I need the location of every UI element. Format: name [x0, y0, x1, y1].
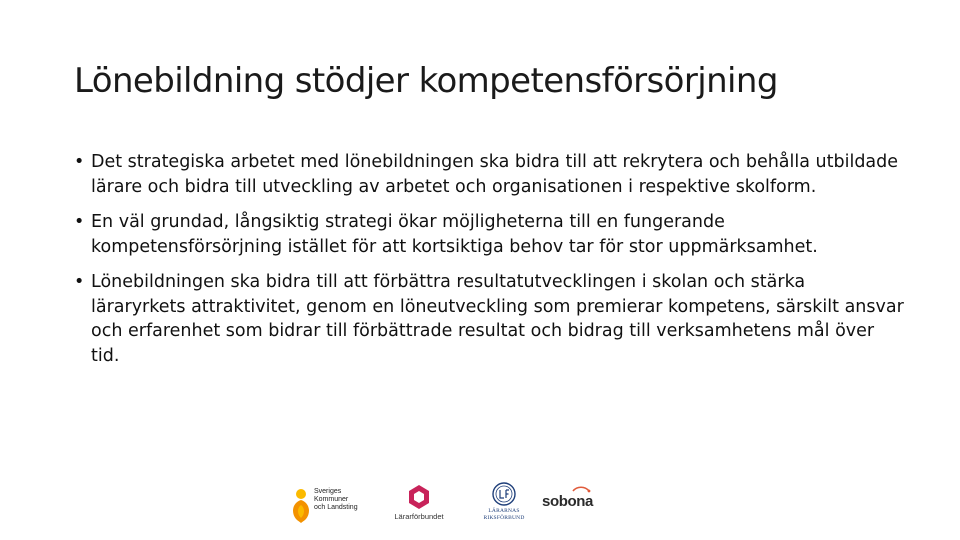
slide-title: Lönebildning stödjer kompetensförsörjning — [74, 61, 778, 101]
skl-logo — [288, 481, 374, 527]
bullet-marker: • — [74, 272, 85, 292]
bullet-marker: • — [74, 212, 85, 232]
partner-logos — [288, 481, 608, 527]
bullet-list — [74, 150, 904, 379]
bullet-text: Lönebildningen ska bidra till att förbättra resultatutvecklingen i skolan och stärka läraryrkets attraktivitet, genom en löneutveckling som premierar kompetens, särskilt ansvar och erfarenhet som bidrar till förbättrade resultat och bidrag till verksamhetens mål över tid. — [91, 272, 904, 366]
lararforbundet-logo-text: Lärarförbundet — [394, 512, 444, 521]
bullet-text: Det strategiska arbetet med lönebildningen ska bidra till att rekrytera och behålla utbildade lärare och bidra till utveckling av arbetet och organisationen i respektive skolform. — [91, 152, 899, 197]
bullet-item — [74, 210, 904, 259]
sobona-logo — [540, 481, 608, 527]
bullet-item — [74, 270, 904, 368]
skl-flame-icon — [288, 481, 314, 527]
sobona-accent-icon — [540, 481, 608, 527]
bullet-text: En väl grundad, långsiktig strategi ökar möjligheterna till en fungerande kompetensförsörjning istället för att kortsiktiga behov tar för stor uppmärksamhet. — [91, 212, 818, 257]
lararnas-riksforbund-emblem-icon — [476, 481, 532, 509]
lararnas-riksforbund-logo-text: LÄRARNAS RIKSFÖRBUND — [483, 508, 525, 521]
skl-logo-text: Sveriges Kommuner och Landsting — [314, 488, 358, 511]
lararnas-riksforbund-logo — [476, 481, 532, 527]
bullet-marker: • — [74, 152, 85, 172]
lararforbundet-hexagon-icon — [384, 481, 454, 511]
bullet-item — [74, 150, 904, 199]
lararforbundet-logo — [384, 481, 454, 527]
sobona-logo-text: sobona — [542, 493, 593, 510]
